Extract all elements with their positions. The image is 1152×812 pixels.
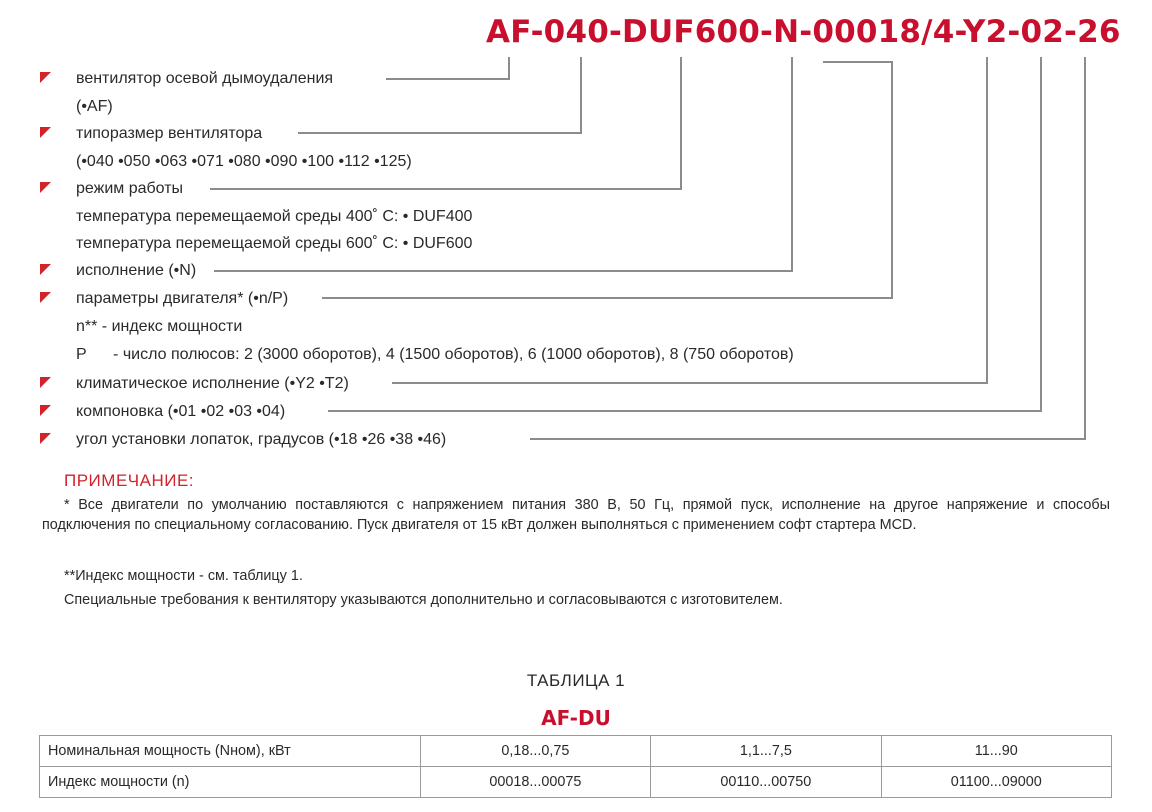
bullet-marker [40, 377, 51, 388]
bullet-marker [40, 405, 51, 416]
table-cell: Номинальная мощность (Nном), кВт [40, 736, 421, 767]
legend-row-blade-angle: угол установки лопаток, градусов (•18 •26 •38 •46) [76, 431, 447, 448]
connector-motor [322, 62, 892, 298]
bullet-marker [40, 264, 51, 275]
connector-size [298, 57, 581, 133]
legend-row-motor: параметры двигателя* (•n/P) [76, 290, 289, 307]
table-row [40, 767, 1112, 798]
legend-row-motor-n: n** - индекс мощности [76, 318, 243, 335]
note-paragraph-voltage [42, 495, 1110, 535]
table-row [40, 736, 1112, 767]
table-cell: 1,1...7,5 [651, 736, 881, 767]
bullet-marker [40, 72, 51, 83]
table-cell: 11...90 [881, 736, 1111, 767]
bullet-marker [40, 433, 51, 444]
connector-climate [392, 57, 987, 383]
table-cell: Индекс мощности (n) [40, 767, 421, 798]
product-code: AF-040-DUF600-N-00018/4-Y2-02-26 [486, 14, 1121, 50]
legend-row-size-codes: (•040 •050 •063 •071 •080 •090 •100 •112 •125) [76, 153, 412, 170]
legend-row-motor-p: P - число полюсов: 2 (3000 оборотов), 4 (1500 оборотов), 6 (1000 оборотов), 8 (750 оборотов) [76, 346, 794, 363]
note-voltage-text: * Все двигатели по умолчанию поставляются с напряжением питания 380 В, 50 Гц, прямой пуск, исполнение на другое напряжение и способы подключения по специальному согласованию. Пуск двигателя от 15 кВт должен выполняться с применением софт стартера MCD. [42, 497, 1110, 533]
legend-row-layout: компоновка (•01 •02 •03 •04) [76, 403, 286, 420]
table-cell: 01100...09000 [881, 767, 1111, 798]
table-title: ТАБЛИЦА 1 [526, 671, 626, 690]
connector-af [386, 57, 509, 79]
legend-row-climate: климатическое исполнение (•Y2 •T2) [76, 375, 349, 392]
table-model: AF-DU [541, 706, 611, 730]
table-cell: 00018...00075 [420, 767, 650, 798]
legend-row-mode-400: температура перемещаемой среды 400˚ С: • DUF400 [76, 208, 473, 225]
legend-row-fan-type-code: (•AF) [76, 98, 113, 115]
note-paragraph-power-index: **Индекс мощности - см. таблицу 1. [64, 568, 303, 584]
power-index-table [39, 735, 1112, 798]
bullet-marker [40, 292, 51, 303]
bullet-marker [40, 182, 51, 193]
legend-row-fan-type: вентилятор осевой дымоудаления [76, 70, 334, 87]
legend-row-execution: исполнение (•N) [76, 262, 197, 279]
note-paragraph-special: Специальные требования к вентилятору указываются дополнительно и согласовываются с изготовителем. [64, 592, 783, 608]
legend-row-size: типоразмер вентилятора [76, 125, 263, 142]
bullet-marker [40, 127, 51, 138]
table-cell: 00110...00750 [651, 767, 881, 798]
note-title: ПРИМЕЧАНИЕ: [64, 471, 195, 490]
connector-angle [530, 57, 1085, 439]
legend-row-mode-600: температура перемещаемой среды 600˚ С: • DUF600 [76, 235, 473, 252]
table-cell: 0,18...0,75 [420, 736, 650, 767]
legend-row-mode: режим работы [76, 180, 184, 197]
